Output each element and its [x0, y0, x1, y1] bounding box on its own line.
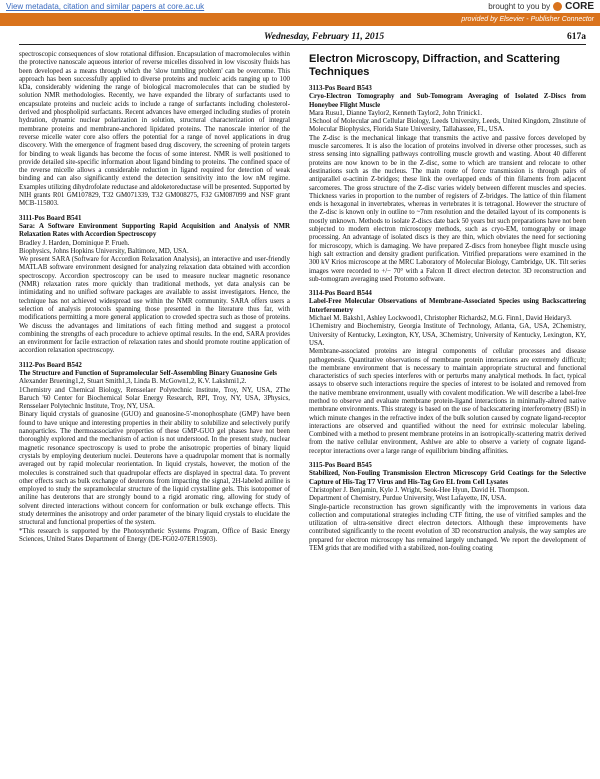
abstract-number: 3115-Pos Board B545 [309, 462, 372, 470]
abstract-number: 3111-Pos Board B541 [19, 214, 82, 222]
abstract-affiliation: Biophysics, Johns Hopkins University, Baltimore, MD, USA. [19, 247, 189, 255]
abstract-3112 [19, 362, 290, 545]
abstract-affiliation: Department of Chemistry, Purdue University, West Lafayette, IN, USA. [309, 495, 507, 503]
intro-text: spectroscopic consequences of slow rotational diffusion. Encapsulation of macromolecules within the protective nanoscale aqueous interior of reverse micelles dissolved in low viscosity fluids has been developed as a means through which the 'slow tumbling problem' can be overcome. This approach has been successfully applied to diverse proteins and nucleic acids ranging up to 100 kDa, considerably widening the range of biological macromolecules that can be studied by solution NMR methodologies. Recently, we have expanded the library of surfactants used to encapsulate proteins and nucleic acids to include a range of surfactants including cholesterol-derived and phospholipid surfactants. Recent advances have emerged including studies of protein hydration, dynamic nuclear polarization in solution, structural characterization of integral membrane proteins and membrane-anchored lipidated proteins. The nanoscale interior of the reverse micelle water core also offers the potential for a range of novel applications in drug discovery. With the emergence of fragment based drug discovery, the screening of protein targets for binding to weak ligands has become the focus of some interest. NMR is well positioned to provide detailed site-specific information about ligand binding to proteins. The confined space of the reverse micelle allows a considerable reduction in ligand required for detection of weak binding and can also significantly extend the detection sensitivity into the low nM regime. Examples utilizing dihydrofolate reductase and aldoketoreductase will be presented. Supported by NIH grants R01 GM107829, T32 GM071339, T32 GM008275, F32 GM087099 and NSF grant MCB-115803. [19, 51, 290, 208]
page-number: 617a [567, 32, 586, 42]
abstract-title: Sara: A Software Environment Supporting Rapid Acquisition and Analysis of NMR Relaxation Rates with Accordion Spectroscopy [19, 222, 290, 239]
core-brand[interactable] [488, 1, 594, 12]
abstract-body: The Z-disc is the mechanical linkage that transmits the active and passive forces developed by muscle sarcomeres. It is also the location of proteins involved in diverse other processes, such as stress sensing into signalling pathways controlling muscle growth and wasting. About 40 different proteins are now known to be in the Z-disc, some to which are transient and relocate to other destinations such as the nucleus. The main route of force transmission is through pairs of antiparallel α-actinin Z-bridges; these link the overlapped ends of thin filaments from adjacent sarcomeres. The gross structure of the Z-disc varies widely between different muscles and species. Thickness varies in proportion to the number of registers of Z-bridges. The lattice of thin filament ends is hexagonal in invertebrates, whereas in vertebrates it is tetragonal. However the structure of the Z-disc is known only in outline to ~7nm resolution and the detailed layout of its components is mostly unknown. Methods to isolate Z-discs date back 50 years but such preparations have not been subjected to modern electron microscopy methods, such as cryo-EM, tomography or image processing. An advantage of isolated discs is they are thin, which obviates the need for sectioning for microscopy, which is damaging. We have prepared Z-discs from honeybee flight muscle using high salt extraction and density gradient purification. Vitrified preparations were examined in the 300 kV Krios microscope at the MRC Laboratory of Molecular Biology, Cambridge, UK. Tilt series images were recorded to +/− 70° with a Falcon II direct electron detector. 3D reconstruction and sub-tomogram averaging used Protomo software. [309, 134, 586, 283]
core-banner [0, 0, 600, 26]
core-logo: CORE [565, 1, 594, 12]
abstract-footnote: *This research is supported by the Photosynthetic Systems Program, Office of Basic Energy Sciences, United States Department of Energy (DE-FG02-07ER15903). [19, 527, 290, 543]
abstract-title: Label-Free Molecular Observations of Membrane-Associated Species using Backscattering Interferometry [309, 298, 586, 314]
abstract-3111 [19, 215, 290, 356]
core-logo-icon [553, 2, 562, 11]
abstract-authors: Michael M. Baksh1, Ashley Lockwood1, Christopher Richards2, M.G. Finn1, David Heidary3. [309, 315, 572, 323]
abstract-affiliation: 1Chemistry and Chemical Biology, Rensselaer Polytechnic Institute, Troy, NY, USA, 2The Baruch '60 Center for Biochemical Solar Energy Research, RPI, Troy, NY, USA, 3Physics, Rensselaer Polytechnic Institute, Troy, NY, USA. [19, 386, 290, 411]
abstract-number: 3112-Pos Board B542 [19, 361, 82, 369]
core-brought-label: brought to you by [488, 2, 551, 11]
abstract-3114 [309, 290, 586, 456]
abstract-authors: Bradley J. Harden, Dominique P. Frueh. [19, 239, 130, 247]
abstract-title: Cryo-Electron Tomography and Sub-Tomogram Averaging of Isolated Z-Discs from Honeybee Flight Muscle [309, 93, 586, 109]
abstract-affiliation: 1School of Molecular and Cellular Biology, Leeds University, Leeds, United Kingdom, 2Institute of Molecular Biophysics, Florida State University, Tallahassee, FL, USA. [309, 118, 586, 134]
abstract-number: 3114-Pos Board B544 [309, 290, 372, 298]
abstract-body: Membrane-associated proteins are integral components of cellular processes and disease pathogenesis. Quantitative observations of membrane protein interactions are extremely difficult; the membrane environment that is necessary to maintain appropriate structural and functional characteristics of such species interferes with or perturbs many analytical methods. In fact, typical assays to observe such interactions require the species of interest to be isolated and removed from the native membrane environment, usually with covalent modification. We will describe a label-free method to observe and evaluate membrane protein-ligand interactions in minimally-altered native membrane environments. This strategy is based on the use of backscattering interferometry (BSI) in which minute changes in the refractive index of the bulk solution caused by cognate ligand-receptor interactions are observed and quantified without the need for extrinsic molecular labeling. Combined with a method to present membrane proteins in an isotropically-scattering matrix derived from the native cellular environment, Ashlwe are able to observe a variety of cognate ligand-receptor interactions over a large range of equilibrium binding affinities. [309, 348, 586, 455]
abstract-3115 [309, 462, 586, 553]
abstract-body: Binary liquid crystals of guanosine (GUO) and guanosine-5'-monophosphate (GMP) have been found to have unique and interesting properties in their ability to solubilize and selectively purify nanoparticles. The thermoassociative properties of these GMP-GUO gel phases have not been thoroughly explored and the mechanism of action is not understood. In the present study, nuclear magnetic resonance spectroscopy is used to probe the anisotropic properties of binary liquid crystals by employing deuterium nuclei. Deuterons have a quadrupolar moment that is normally averaged out by rapid molecular reorientation. In liquid crystals, however, the motion of the molecules is constrained such that quadrupolar effects are displayed in spectral data. To prevent other effects such as bulk exchange of deuterons from impacting the signal, 2H-labeled aniline is employed to study the supramolecular structure of the liquid crystalline gels. This isotopomer of aniline has deuterons that are strongly bound to a rigid aromatic ring, allowing for study of solvent directed interactions without concern for conformation or bulk exchange effects. This study determines the anisotropy and order parameter of the binary liquid crystals to elucidate the structural and functional properties of the system. [19, 411, 290, 527]
abstract-affiliation: 1Chemistry and Biochemistry, Georgia Institute of Technology, Atlanta, GA, USA, 2Chemistry, University of Kentucky, Lexington, KY, USA, 3Chemistry, University of Kentucky, Lexington, KY, USA. [309, 323, 586, 347]
core-metadata-link[interactable]: View metadata, citation and similar papers at core.ac.uk [6, 2, 205, 11]
abstract-title: The Structure and Function of Supramolecular Self-Assembling Binary Guanosine Gels [19, 369, 277, 377]
page-header [19, 30, 586, 45]
abstract-3113 [309, 85, 586, 284]
abstract-authors: Alexander Bruening1,2, Stuart Smith1,3, Linda B. McGown1,2, K.V. Lakshmi1,2. [19, 378, 247, 386]
abstract-authors: Mara Rusu1, Dianne Taylor2, Kenneth Taylor2, John Trinick1. [309, 109, 483, 117]
abstract-title: Stabilized, Non-Fouling Transmission Electron Microscopy Grid Coatings for the Selective Capture of His-Tag T7 Virus and His-Tag Gro EL from Cell Lysates [309, 470, 586, 486]
abstract-number: 3113-Pos Board B543 [309, 85, 372, 92]
left-column [19, 51, 290, 544]
abstract-authors: Christopher J. Benjamin, Kyle J. Wright, Seok-Hee Hyun, David H. Thompson. [309, 486, 530, 494]
section-title: Electron Microscopy, Diffraction, and Scattering Techniques [309, 53, 561, 78]
abstract-body: Single-particle reconstruction has grown significantly with the improvements in various data collection and computational strategies including CTF fitting, the use of vitrified samples and the utilization of ultra-sensitive direct electron detectors. Although these improvements have contributed significantly to the recent evolution of 3D reconstruction analysis, the way samples are prepared for electron microscopy has remained largely unchanged. We report the development of TEM grids that are modified with a stabilized, non-fouling coating [309, 503, 586, 553]
right-column [309, 51, 586, 553]
abstract-body: We present SARA (Software for Accordion Relaxation Analysis), an interactive and user-friendly MATLAB software environment designed for analyzing relaxation data obtained with accordion spectroscopy. Accordion spectroscopy can be used to measure nuclear magnetic resonance (NMR) relaxation rates more quickly than traditional methods, yet data analysis can be intimidating and no unified software packages are available to assist investigators. Hence, the technique has not achieved widespread use within the NMR community. SARA offers users a selection of analysis protocols spanning those presented in the literature thus far, with modifications permitting a more general application to crowded spectra such as those of proteins. We discuss the advantages and limitations of each fitting method and suggest a protocol combining the strengths of each procedure to achieve optimal results. In the end, SARA provides an environment for facile extraction of relaxation rates and should promote routine application of accordion relaxation spectroscopy. [19, 256, 290, 355]
core-provided-by[interactable]: provided by Elsevier - Publisher Connector [461, 16, 594, 23]
issue-date: Wednesday, February 11, 2015 [264, 32, 385, 42]
